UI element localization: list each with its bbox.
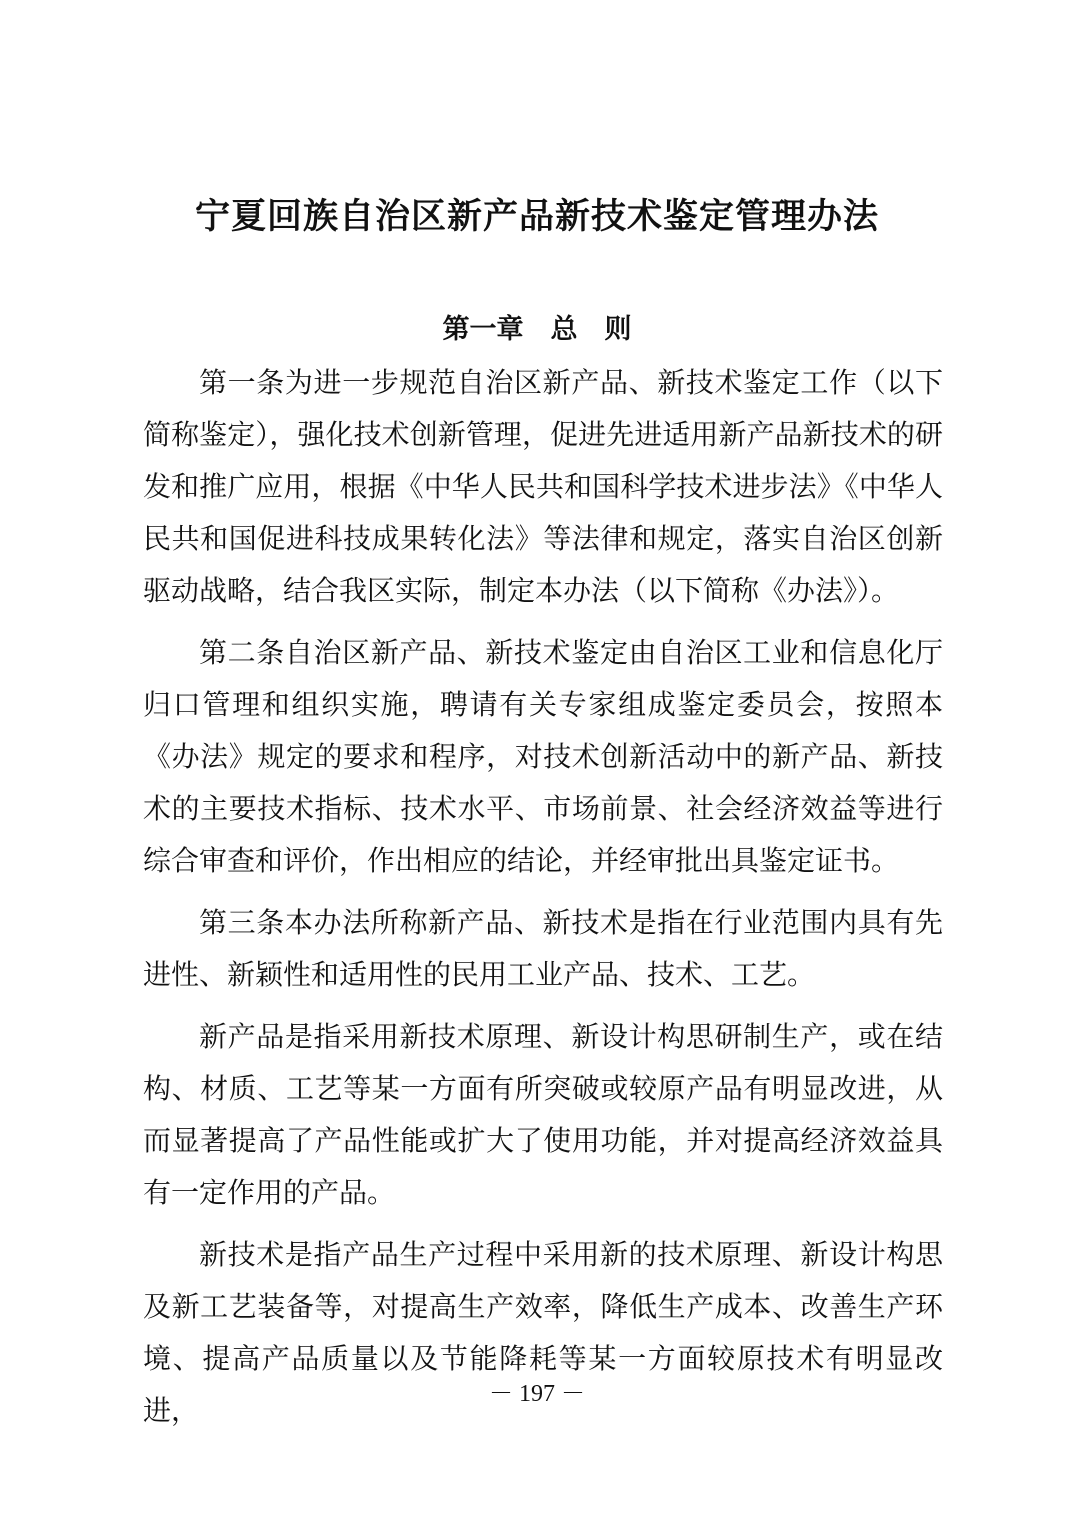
new-technology-definition-paragraph: 新技术是指产品生产过程中采用新的技术原理、新设计构思及新工艺装备等，对提高生产效率，降低生产成本、改善生产环境、提高产品质量以及节能降耗等某一方面较原技术有明显改进，: [143, 1238, 943, 1427]
new-product-definition-paragraph: 新产品是指采用新技术原理、新设计构思研制生产，或在结构、材质、工艺等某一方面有所突破或较原产品有明显改进，从而显著提高了产品性能或扩大了使用功能，并对提高经济效益具有一定作用的产品。: [143, 1020, 943, 1209]
page-number: － 197 －: [489, 1381, 585, 1407]
article-2-paragraph: 第二条自治区新产品、新技术鉴定由自治区工业和信息化厅归口管理和组织实施，聘请有关专家组成鉴定委员会，按照本《办法》规定的要求和程序，对技术创新活动中的新产品、新技术的主要技术指标、技术水平、市场前景、社会经济效益等进行综合审查和评价，作出相应的结论，并经审批出具鉴定证书。: [143, 636, 943, 877]
document-body: [143, 357, 943, 1437]
article-3-paragraph: 第三条本办法所称新产品、新技术是指在行业范围内具有先进性、新颖性和适用性的民用工业产品、技术、工艺。: [143, 906, 943, 991]
chapter-heading: 第一章 总 则: [442, 314, 632, 345]
document-title: 宁夏回族自治区新产品新技术鉴定管理办法: [194, 196, 879, 237]
article-1-paragraph: 第一条为进一步规范自治区新产品、新技术鉴定工作（以下简称鉴定），强化技术创新管理，促进先进适用新产品新技术的研发和推广应用，根据《中华人民共和国科学技术进步法》《中华人民共和国促进科技成果转化法》等法律和规定，落实自治区创新驱动战略，结合我区实际，制定本办法（以下简称《办法》）。: [143, 366, 943, 607]
